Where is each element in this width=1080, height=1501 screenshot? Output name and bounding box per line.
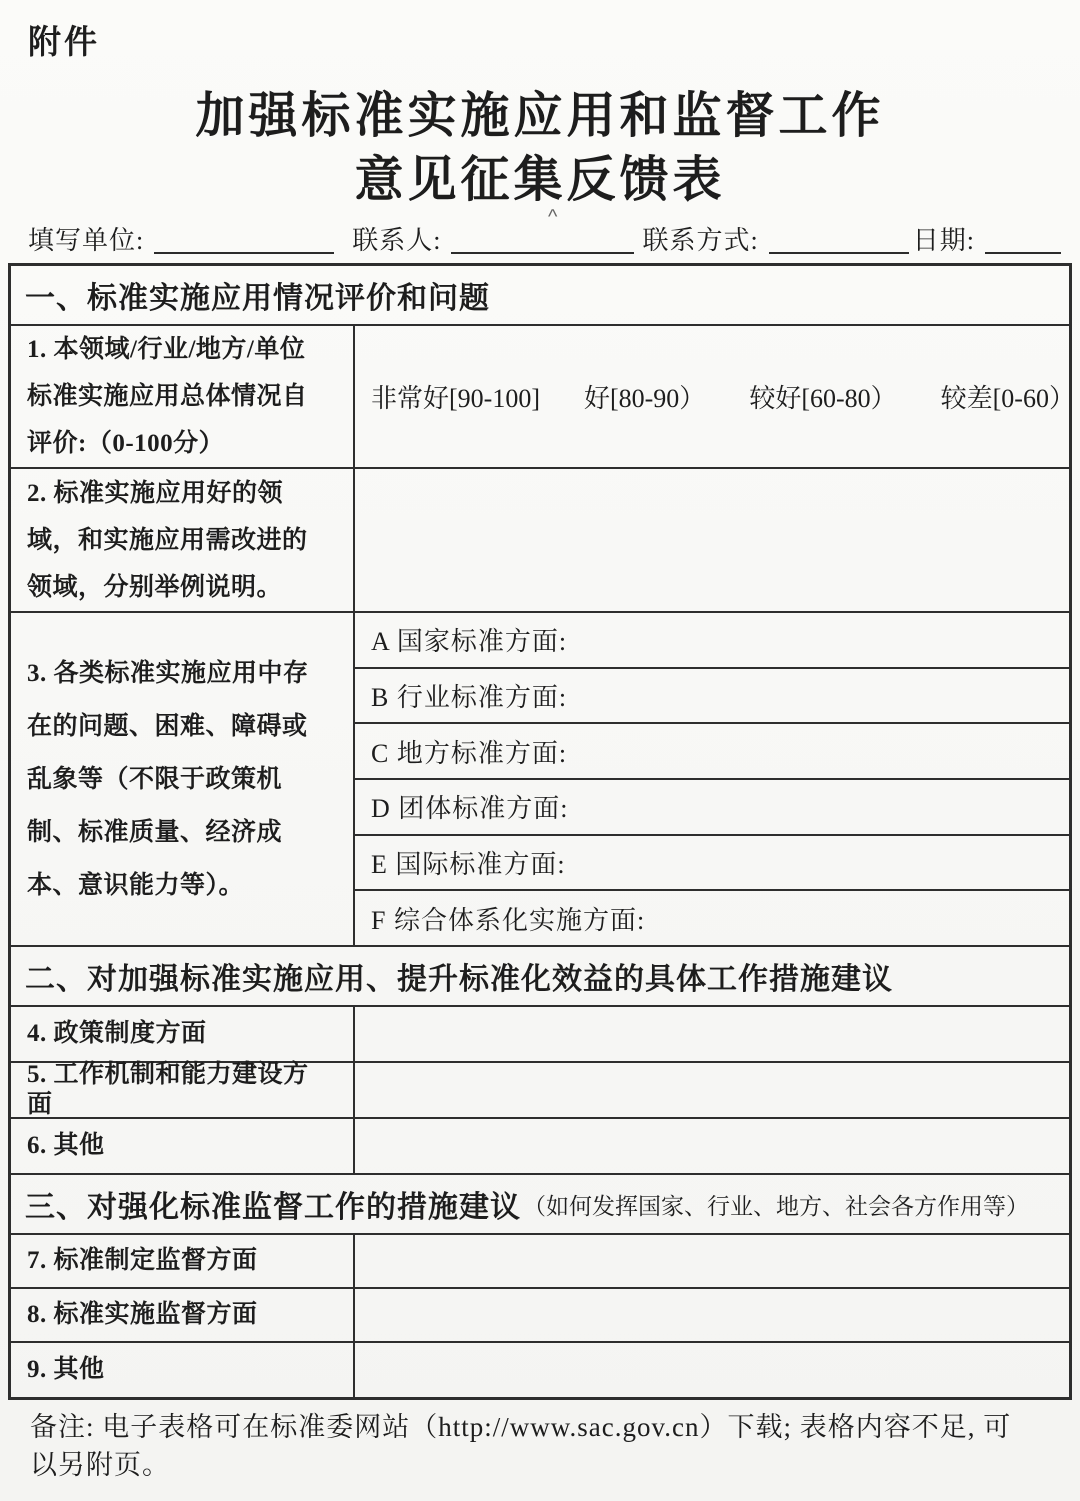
subrow-group-standards[interactable]: D 团体标准方面: <box>355 778 1069 834</box>
date-field-label: 日期: <box>912 226 975 255</box>
table-row-3 <box>11 613 1069 947</box>
row-7-label-cell: 7. 标准制定监督方面 <box>11 1235 355 1287</box>
table-row-9 <box>11 1343 1069 1397</box>
unit-field-label: 填写单位: <box>28 226 145 255</box>
section-2-header <box>11 947 1069 1007</box>
contact-field-input[interactable] <box>451 242 634 254</box>
row-1-label-cell: 1. 本领域/行业/地方/单位标准实施应用总体情况自评价:（0-100分） <box>11 326 355 467</box>
section-1-header-text: 一、标准实施应用情况评价和问题 <box>25 282 490 315</box>
option-good[interactable]: 好[80-90） <box>583 384 706 413</box>
row-8-label-cell: 8. 标准实施监督方面 <box>11 1289 355 1341</box>
footer-note-line2: 以另附页。 <box>30 1450 170 1480</box>
row-4-label-cell: 4. 政策制度方面 <box>11 1007 355 1061</box>
row-6-answer-cell[interactable] <box>355 1119 1069 1173</box>
row-1-rating-options <box>355 326 1075 467</box>
table-row-7 <box>11 1235 1069 1289</box>
contact-field-label: 联系人: <box>352 226 442 255</box>
section-2-header-text: 二、对加强标准实施应用、提升标准化效益的具体工作措施建议 <box>25 963 893 996</box>
row-5-answer-cell[interactable] <box>355 1063 1069 1117</box>
page-title-line1: 加强标准实施应用和监督工作 <box>195 88 885 143</box>
attachment-label: 附件 <box>28 23 100 60</box>
table-row-4 <box>11 1007 1069 1063</box>
subrow-international-standards[interactable]: E 国际标准方面: <box>355 834 1069 890</box>
footer-note <box>30 1408 1060 1484</box>
table-row-2 <box>11 469 1069 613</box>
subrow-industry-standards[interactable]: B 行业标准方面: <box>355 667 1069 723</box>
row-3-label-cell: 3. 各类标准实施应用中存在的问题、困难、障碍或乱象等（不限于政策机制、标准质量、经济成本、意识能力等）。 <box>11 613 355 945</box>
row-7-answer-cell[interactable] <box>355 1235 1069 1287</box>
contact-method-field-input[interactable] <box>769 242 909 254</box>
option-very-good[interactable]: 非常好[90-100] <box>371 384 540 413</box>
subrow-comprehensive-implementation[interactable]: F 综合体系化实施方面: <box>355 889 1069 945</box>
row-6-label-cell: 6. 其他 <box>11 1119 355 1173</box>
subrow-national-standards[interactable]: A 国家标准方面: <box>371 627 568 657</box>
feedback-table <box>8 263 1075 1400</box>
header-fields-row <box>28 220 1062 257</box>
row-4-answer-cell[interactable] <box>355 1007 1069 1061</box>
row-2-answer-cell[interactable] <box>355 469 1069 611</box>
table-row-1 <box>11 326 1075 469</box>
section-3-header <box>11 1175 1069 1235</box>
table-row-8 <box>11 1289 1069 1343</box>
table-row-6 <box>11 1119 1069 1175</box>
page-title <box>0 84 1080 212</box>
section-3-header-text: 三、对强化标准监督工作的措施建议 <box>25 1191 521 1224</box>
table-row-5 <box>11 1063 1069 1119</box>
contact-method-field-label: 联系方式: <box>642 226 759 255</box>
row-5-label-cell: 5. 工作机制和能力建设方面 <box>11 1063 355 1117</box>
section-1-header <box>11 266 1069 326</box>
scan-artifact: ^ <box>548 206 558 228</box>
row-8-answer-cell[interactable] <box>355 1289 1069 1341</box>
subrow-local-standards[interactable]: C 地方标准方面: <box>355 722 1069 778</box>
section-3-header-note: （如何发挥国家、行业、地方、社会各方作用等） <box>523 1193 1029 1219</box>
footer-note-line1: 备注: 电子表格可在标准委网站（http://www.sac.gov.cn）下载; 表格内容不足, 可 <box>30 1412 1012 1442</box>
option-poor[interactable]: 较差[0-60） <box>940 384 1075 413</box>
row-9-answer-cell[interactable] <box>355 1343 1069 1397</box>
row-2-label-cell: 2. 标准实施应用好的领域，和实施应用需改进的领域，分别举例说明。 <box>11 469 355 611</box>
row-3-subrows <box>355 613 1069 945</box>
row-9-label-cell: 9. 其他 <box>11 1343 355 1397</box>
date-field-input[interactable] <box>985 242 1061 254</box>
unit-field-input[interactable] <box>154 242 334 254</box>
page-title-line2: 意见征集反馈表 <box>354 152 726 207</box>
option-fair[interactable]: 较好[60-80） <box>749 384 897 413</box>
